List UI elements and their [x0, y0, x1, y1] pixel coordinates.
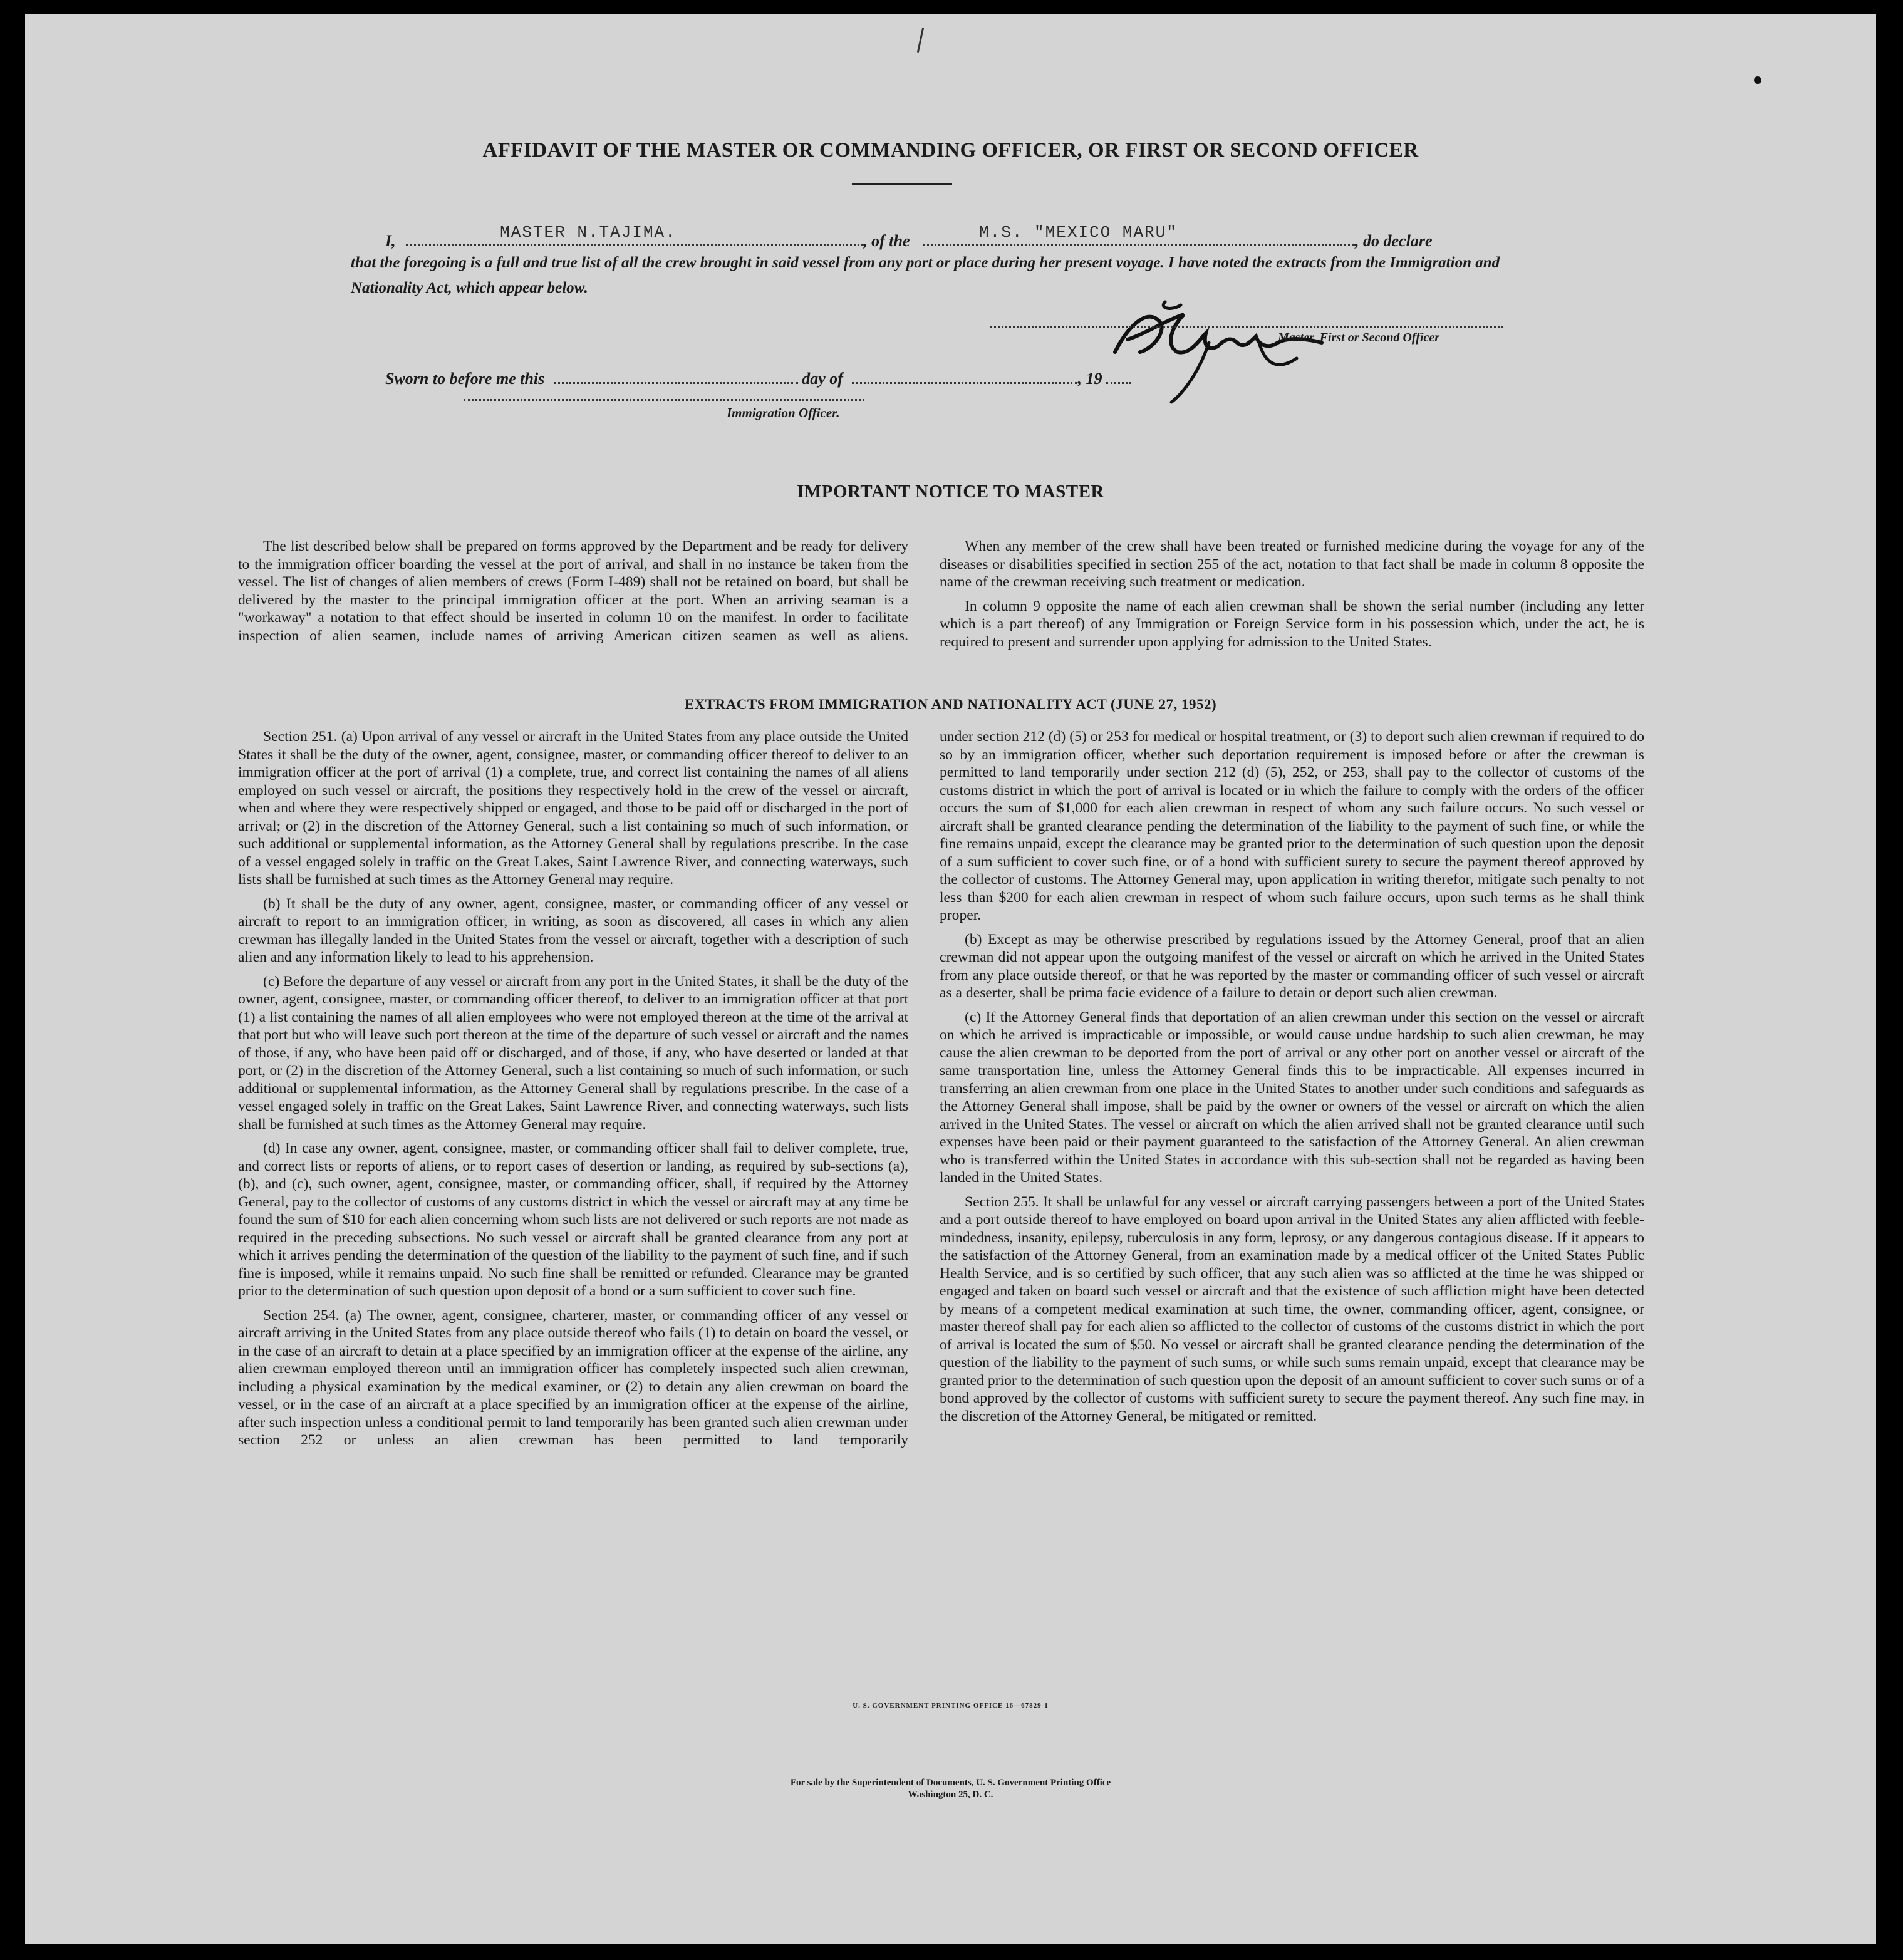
immigration-officer-line	[464, 399, 864, 401]
affidavit-title: AFFIDAVIT OF THE MASTER OR COMMANDING OFFICER, OR FIRST OR SECOND OFFICER	[482, 139, 1419, 162]
declare-label: , do declare	[1355, 232, 1433, 250]
section-255: Section 255. It shall be unlawful for any vessel or aircraft carrying passengers between a port of the United States and a port outside thereof to have employed on board upon arrival in the United States any alien afflicted with feeble-mindedness, insanity, epilepsy, tuberculosis in any form, leprosy, or any dangerous contagious disease. If it appears to the satisfaction of the Attorney General, from an examination made by a medical officer of the United States Public Health Service, and is so certified by such officer, that any such alien was so afflicted at the time he was shipped or engaged and taken on board such vessel or aircraft and that the existence of such affliction might have been detected by means of a competent medical examination at such time, the owner, commanding officer, agent, consignee, or master thereof shall pay for each alien so afflicted to the collector of customs of the customs district in which the port of arrival is located the sum of $50. No vessel or aircraft shall be granted clearance pending the determination of the question of the liability to the payment of such sums, or while such sums remain unpaid, except that clearance may be granted prior to the determination of such question upon the deposit of an amount sufficient to cover such sums or of a bond approved by the collector of customs with sufficient surety to secure the payment thereof. Any such fine may, in the discretion of the Attorney General, be mitigated or remitted.	[940, 1193, 1644, 1424]
sale-line-2: Washington 25, D. C.	[908, 1790, 993, 1800]
signature-line	[990, 326, 1503, 328]
notice-right-column	[940, 537, 1644, 657]
vessel-name-value: M.S. "MEXICO MARU"	[979, 223, 1178, 242]
extracts-heading: EXTRACTS FROM IMMIGRATION AND NATIONALITY ACT (JUNE 27, 1952)	[684, 697, 1217, 712]
section-251-d: (d) In case any owner, agent, consignee, master, or commanding officer shall fail to deliver complete, true, and correct lists or reports of aliens, or to report cases of desertion or landing, as required by sub-sections (a), (b), and (c), such owner, agent, consignee, master, or commanding officer, shall, if required by the Attorney General, pay to the collector of customs of any customs district in which the vessel or aircraft may at any time be found the sum of $10 for each alien concerning whom such lists are not delivered or such reports are not made as required in the preceding subsections. No such vessel or aircraft shall be granted clearance from any port at which it arrives pending the determination of the question of the liability to the payment of such fine, and if such fine is imposed, while it remains unpaid. No such fine shall be remitted or refunded. Clearance may be granted prior to the determination of such question upon deposit of a bond or a sum sufficient to cover such fine.	[238, 1140, 908, 1299]
of-the-label: , of the	[863, 232, 910, 250]
section-254-c: (c) If the Attorney General finds that deportation of an alien crewman under this section on the vessel or aircraft on which he arrived is impracticable or impossible, or would cause undue hardship to such alien crewman, he may cause the alien crewman to be deported from the port of arrival or any other port on another vessel or aircraft of the same transportation line, unless the Attorney General finds this to be impracticable. All expenses incurred in transferring an alien crewman from one place in the United States to another under such conditions and safeguards as the Attorney General shall impose, shall be paid by the owner or owners of the vessel or aircraft on which the alien arrived in the United States. The vessel or aircraft on which the alien arrived shall not be granted clearance until such expenses have been paid or their payment guaranteed to the satisfaction of the Attorney General. An alien crewman who is transferred within the United States in accordance with this sub-section shall not be regarded as having been landed in the United States.	[940, 1009, 1644, 1186]
sale-line-1: For sale by the Superintendent of Documents, U. S. Government Printing Office	[790, 1778, 1111, 1788]
sworn-year-field[interactable]	[1106, 365, 1131, 384]
notice-left-paragraph: The list described below shall be prepared on forms approved by the Department and be ready for delivery to the immigration officer boarding the vessel at the port of arrival, and shall in no instance be taken from the vessel. The list of changes of alien members of crews (Form I-489) shall not be retained on board, but shall be delivered by the master to the principal immigration officer at the port. When an arriving seaman is a "workaway" a notation to that effect should be inserted in column 10 on the manifest. In order to facilitate inspection of alien seamen, include names of arriving American citizen seamen as well as aliens.	[238, 538, 908, 644]
officer-name-value: MASTER N.TAJIMA.	[500, 223, 677, 242]
sale-notice	[25, 1777, 1876, 1801]
extracts-left-column	[238, 728, 908, 1456]
sworn-year-label: , 19	[1077, 370, 1102, 388]
sworn-day-field[interactable]	[554, 365, 798, 384]
notice-heading: IMPORTANT NOTICE TO MASTER	[797, 482, 1104, 502]
declaration-body: that the foregoing is a full and true list of all the crew brought in said vessel from any port or place during her present voyage. I have noted the extracts from the Immigration and Nationality Act, which appear below.	[351, 254, 1500, 296]
form-page	[25, 14, 1876, 1944]
section-254-a: Section 254. (a) The owner, agent, consignee, charterer, master, or commanding officer of any vessel or aircraft arriving in the United States from any place outside thereof who fails (1) to detain on board the vessel, or in the case of an aircraft to detain at a place specified by an immigration officer at the expense of the airline, any alien crewman employed thereon until an immigration officer has completely inspected such alien crewman, including a physical examination by the medical examiner, or (2) to detain any alien crewman on board the vessel, or in the case of an aircraft at a place specified by an immigration officer at the expense of the airline, after such inspection unless a conditional permit to land temporarily has been granted such alien crewman under section 252 or unless an alien crewman has been permitted to land temporarily	[238, 1307, 908, 1448]
section-251-b: (b) It shall be the duty of any owner, agent, consignee, master, or commanding officer of any vessel or aircraft to report to an immigration officer, in writing, as soon as discovered, all cases in which any alien crewman has illegally landed in the United States from the vessel or aircraft, together with a description of such alien and any information likely to lead to his apprehension.	[238, 895, 908, 965]
section-251-c: (c) Before the departure of any vessel or aircraft from any port in the United States, it shall be the duty of the owner, agent, consignee, master, or commanding officer thereof, to deliver to an immigration officer at that port (1) a list containing the names of all alien employees who were not employed thereon at the time of the arrival at that port but who will leave such port thereon at the time of the departure of such vessel or aircraft and the names of those, if any, who have been paid off or discharged, and of those, if any, who have deserted or landed at that port, or (2) in the discretion of the Attorney General, such a list containing so much of such information, or such additional or supplemental information, as the Attorney General shall by regulations prescribe. In the case of a vessel engaged solely in traffic on the Great Lakes, Saint Lawrence River, and connecting waterways, such lists shall be furnished at such times as the Attorney General may require.	[238, 973, 908, 1133]
section-254-a-continued: under section 212 (d) (5) or 253 for medical or hospital treatment, or (3) to deport such alien crewman if required to do so by an immigration officer, whether such deportation requirement is imposed before or after the crewman is permitted to land temporarily under section 212 (d) (5), 252, or 253, shall pay to the collector of customs of the customs district in which the port of arrival is located or in which the failure to comply with the orders of the officer occurs the sum of $1,000 for each alien crewman in respect of whom any such failure occurs. No such vessel or aircraft shall be granted clearance pending the determination of the liability to the payment of such fine, or while the fine remains unpaid, except the clearance may be granted prior to the determination of such question upon the deposit of a sum sufficient to cover such fine, or of a bond with sufficient surety to secure the payment thereof approved by the collector of customs. The Attorney General may, upon application in writing therefor, mitigate such penalty to not less than $200 for each alien crewman in respect of whom such failure occurs, upon such terms as he shall think proper.	[940, 729, 1644, 923]
extracts-right-column	[940, 728, 1644, 1431]
gpo-imprint: U. S. GOVERNMENT PRINTING OFFICE 16—67829-1	[853, 1702, 1049, 1709]
sworn-month-field[interactable]	[852, 365, 1077, 384]
scan-dot	[1754, 76, 1761, 84]
notice-left-column	[238, 537, 908, 651]
declarant-prefix: I,	[385, 232, 396, 250]
sworn-line	[385, 365, 1506, 388]
sworn-prefix: Sworn to before me this	[385, 370, 545, 388]
notice-right-paragraph-1: When any member of the crew shall have been treated or furnished medicine during the voyage for any of the diseases or disabilities specified in section 255 of the act, notation to that fact shall be made in column 8 opposite the name of the crewman receiving such treatment or medication.	[940, 538, 1644, 590]
signature-caption: Master, First or Second Officer	[1278, 331, 1439, 345]
master-signature	[1090, 283, 1353, 408]
section-251-a: Section 251. (a) Upon arrival of any vessel or aircraft in the United States from any place outside the United States it shall be the duty of the owner, agent, consignee, master, or commanding officer thereof to deliver to an immigration officer at the port of arrival (1) a complete, true, and correct list containing the names of all aliens employed on such vessel or aircraft, the positions they respectively hold in the crew of the vessel or aircraft, when and where they were respectively shipped or engaged, and those to be paid off or discharged in the port of arrival; or (2) in the discretion of the Attorney General, such a list containing so much of such information, or such additional or supplemental information, as the Attorney General shall by regulations prescribe. In the case of a vessel engaged solely in traffic on the Great Lakes, Saint Lawrence River, and connecting waterways, such lists shall be furnished at such times as the Attorney General may require.	[238, 729, 908, 888]
section-254-b: (b) Except as may be otherwise prescribed by regulations issued by the Attorney General, proof that an alien crewman did not appear upon the outgoing manifest of the vessel or aircraft on which he arrived in the United States from any place outside thereof, or that he was reported by the master or commanding officer of such vessel or aircraft as a deserter, shall be prima facie evidence of a failure to detain or deport such alien crewman.	[940, 931, 1644, 1001]
scan-tick	[917, 28, 924, 53]
immigration-officer-caption: Immigration Officer.	[727, 405, 840, 420]
notice-right-paragraph-2: In column 9 opposite the name of each alien crewman shall be shown the serial number (including any letter which is a part thereof) of any Immigration or Foreign Service form in his possession which, under the act, he is required to present and surrender upon applying for admission to the United States.	[940, 598, 1644, 650]
sworn-day-of-label: day of	[802, 370, 843, 388]
title-divider	[852, 183, 952, 185]
